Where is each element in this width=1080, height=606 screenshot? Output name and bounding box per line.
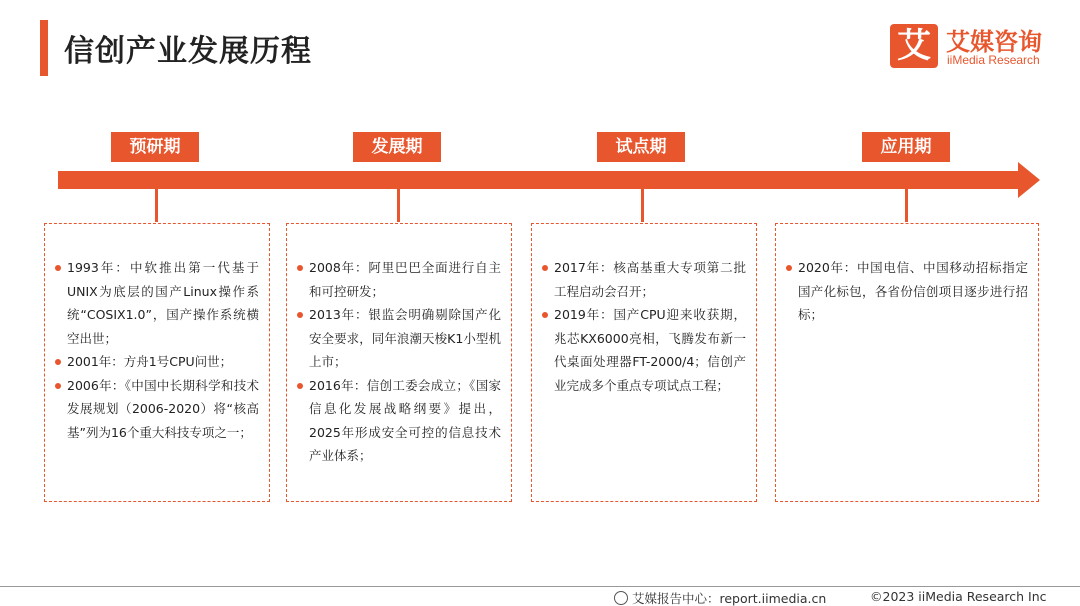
title-accent-bar (40, 20, 48, 76)
bullet-dot-icon (55, 359, 61, 365)
timeline-event-text: 2008年：阿里巴巴全面进行自主和可控研发； (309, 260, 501, 299)
timeline-event (297, 256, 501, 303)
phase-connector (905, 188, 908, 222)
timeline-event-text: 2017年：核高基重大专项第二批工程启动会召开； (554, 260, 746, 299)
footer-source (614, 589, 826, 606)
phase-label-development: 发展期 (353, 132, 441, 162)
brand-name-en: iiMedia Research (947, 53, 1040, 67)
brand-logo-mark: 艾 (890, 24, 938, 68)
timeline-event-text: 2001年：方舟1号CPU问世； (67, 354, 233, 369)
phase-connector (155, 188, 158, 222)
brand-logo (890, 22, 1060, 72)
timeline-event (55, 350, 259, 374)
phase-card-pilot (531, 223, 757, 502)
timeline-event (297, 303, 501, 374)
phase-label-pilot: 试点期 (597, 132, 685, 162)
timeline-event-text: 2016年：信创工委会成立；《国家信息化发展战略纲要》提出，2025年形成安全可控的信息技术产业体系； (309, 377, 501, 463)
brand-name-cn: 艾媒咨询 (946, 28, 1042, 56)
phase-card-development (286, 223, 512, 502)
timeline-arrow-head (1018, 162, 1040, 198)
bullet-dot-icon (542, 265, 548, 271)
phase-label-application: 应用期 (862, 132, 950, 162)
footer-copyright: ©2023 iiMedia Research Inc (870, 589, 1047, 604)
timeline-event (786, 256, 1028, 327)
bullet-dot-icon (55, 265, 61, 271)
phase-card-application (775, 223, 1039, 502)
footer-divider (0, 586, 1080, 587)
timeline-event (55, 374, 259, 445)
timeline-event (55, 256, 259, 350)
report-center-icon (614, 591, 628, 605)
bullet-dot-icon (297, 312, 303, 318)
timeline-event (297, 374, 501, 468)
bullet-dot-icon (542, 312, 548, 318)
timeline-event-text: 2020年：中国电信、中国移动招标指定国产化标包，各省份信创项目逐步进行招标； (798, 260, 1028, 322)
timeline-event-text: 2019年：国产CPU迎来收获期，兆芯KX6000亮相，飞腾发布新一代桌面处理器FT-2000/4；信创产业完成多个重点专项试点工程； (554, 307, 746, 393)
timeline-event (542, 256, 746, 303)
bullet-dot-icon (55, 383, 61, 389)
timeline-event-text: 2006年：《中国中长期科学和技术发展规划（2006-2020）将“核高基”列为16个重大科技专项之一； (67, 377, 259, 440)
bullet-dot-icon (297, 383, 303, 389)
bullet-dot-icon (786, 265, 792, 271)
phase-label-research: 预研期 (111, 132, 199, 162)
phase-card-research (44, 223, 270, 502)
phase-connector (641, 188, 644, 222)
page-title: 信创产业发展历程 (64, 34, 312, 69)
footer-source-text: 艾媒报告中心：report.iimedia.cn (632, 591, 827, 606)
timeline-arrow-shaft (58, 171, 1020, 189)
phase-connector (397, 188, 400, 222)
timeline-event-text: 2013年：银监会明确剔除国产化安全要求，同年浪潮天梭K1小型机上市； (309, 307, 501, 369)
bullet-dot-icon (297, 265, 303, 271)
timeline-event-text: 1993年：中软推出第一代基于UNIX为底层的国产Linux操作系统“COSIX1.0”，国产操作系统横空出世； (67, 260, 259, 346)
timeline-event (542, 303, 746, 397)
